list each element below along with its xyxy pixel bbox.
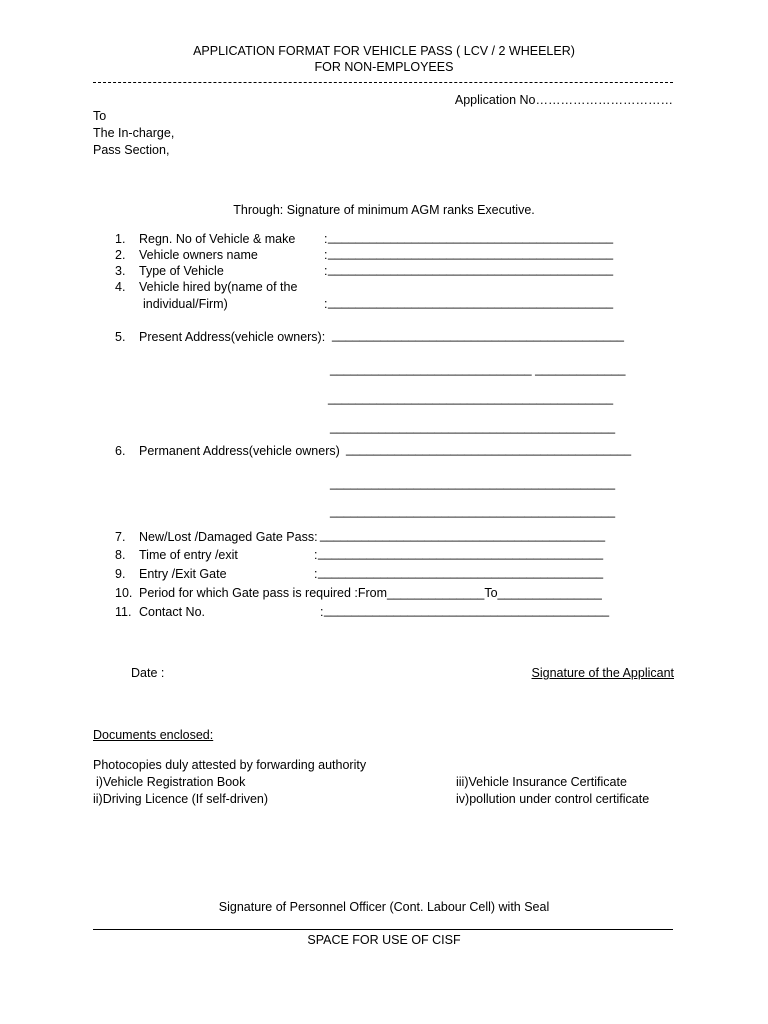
item-number: 6. (115, 444, 126, 458)
document-item: iii)Vehicle Insurance Certificate (456, 775, 627, 789)
item-number: 4. (115, 280, 126, 294)
address-section: Pass Section, (93, 143, 170, 157)
item-number: 3. (115, 264, 126, 278)
address-to: To (93, 109, 107, 123)
date-label: Date : (131, 666, 165, 680)
contact-no-field[interactable]: _________________________________________ (324, 603, 610, 617)
through-line: Through: Signature of minimum AGM ranks Executive. (233, 203, 535, 217)
item-colon: : (314, 548, 318, 562)
exit-gate-field[interactable]: _________________________________________ (318, 565, 604, 579)
item-number: 5. (115, 330, 126, 344)
item-number: 9. (115, 567, 126, 581)
present-address-field[interactable]: __________________________________________ (332, 328, 624, 342)
regn-no-field[interactable]: _________________________________________ (328, 230, 614, 244)
item-label-gate: Entry /Exit Gate (139, 567, 227, 581)
permanent-address-field[interactable]: _________________________________________ (346, 442, 632, 456)
documents-intro: Photocopies duly attested by forwarding authority (93, 758, 367, 772)
address-incharge: The In-charge, (93, 126, 175, 140)
item-number: 10. (115, 586, 133, 600)
owner-name-field[interactable]: _________________________________________ (328, 246, 614, 260)
hired-by-field[interactable]: _________________________________________ (328, 295, 614, 309)
present-address-line-2[interactable]: _____________________________ _____________ (330, 362, 626, 376)
applicant-signature-label: Signature of the Applicant (531, 666, 674, 680)
present-address-line-4[interactable]: _________________________________________ (330, 420, 616, 434)
item-colon: : (320, 605, 324, 619)
item-label-time: Time of entry /exit (139, 548, 238, 562)
item-colon: : (324, 297, 328, 311)
item-label-regn: Regn. No of Vehicle & make (139, 232, 296, 246)
item-number: 1. (115, 232, 126, 246)
item-number: 11. (115, 605, 132, 619)
officer-signature-label: Signature of Personnel Officer (Cont. Labour Cell) with Seal (218, 900, 550, 914)
item-colon: : (324, 264, 328, 278)
item-colon: : (314, 567, 318, 581)
item-number: 7. (115, 530, 126, 544)
permanent-address-line-3[interactable]: _________________________________________ (330, 504, 616, 518)
application-number-field[interactable]: Application No…………………………… (454, 93, 673, 107)
header-divider (93, 82, 673, 83)
item-label-hired-cont: individual/Firm) (143, 297, 228, 311)
item-number: 8. (115, 548, 126, 562)
item-colon: : (324, 232, 328, 246)
item-colon: : (324, 248, 328, 262)
cisf-space-label: SPACE FOR USE OF CISF (307, 933, 461, 947)
period-field[interactable]: Period for which Gate pass is required :From______________To_______________ (139, 586, 602, 600)
item-number: 2. (115, 248, 126, 262)
document-item: ii)Driving Licence (If self-driven) (93, 792, 269, 806)
document-item: i)Vehicle Registration Book (96, 775, 246, 789)
form-title: APPLICATION FORMAT FOR VEHICLE PASS ( LCV / 2 WHEELER) (193, 44, 575, 58)
time-entry-field[interactable]: _________________________________________ (318, 546, 604, 560)
gate-pass-field[interactable]: _________________________________________ (320, 528, 606, 542)
item-label-hired: Vehicle hired by(name of the (139, 280, 298, 294)
item-label-type: Type of Vehicle (139, 264, 224, 278)
footer-divider (93, 929, 673, 930)
item-label-gate-pass: New/Lost /Damaged Gate Pass: (139, 530, 318, 544)
document-item: iv)pollution under control certificate (456, 792, 650, 806)
item-label-permanent-address: Permanent Address(vehicle owners) (139, 444, 340, 458)
documents-heading: Documents enclosed: (93, 728, 214, 742)
vehicle-type-field[interactable]: _________________________________________ (328, 262, 614, 276)
form-subtitle: FOR NON-EMPLOYEES (314, 60, 454, 74)
item-label-contact: Contact No. (139, 605, 206, 619)
item-label-owner: Vehicle owners name (139, 248, 258, 262)
item-label-present-address: Present Address(vehicle owners): (139, 330, 326, 344)
permanent-address-line-2[interactable]: _________________________________________ (330, 476, 616, 490)
present-address-line-3[interactable]: _________________________________________ (328, 391, 614, 405)
